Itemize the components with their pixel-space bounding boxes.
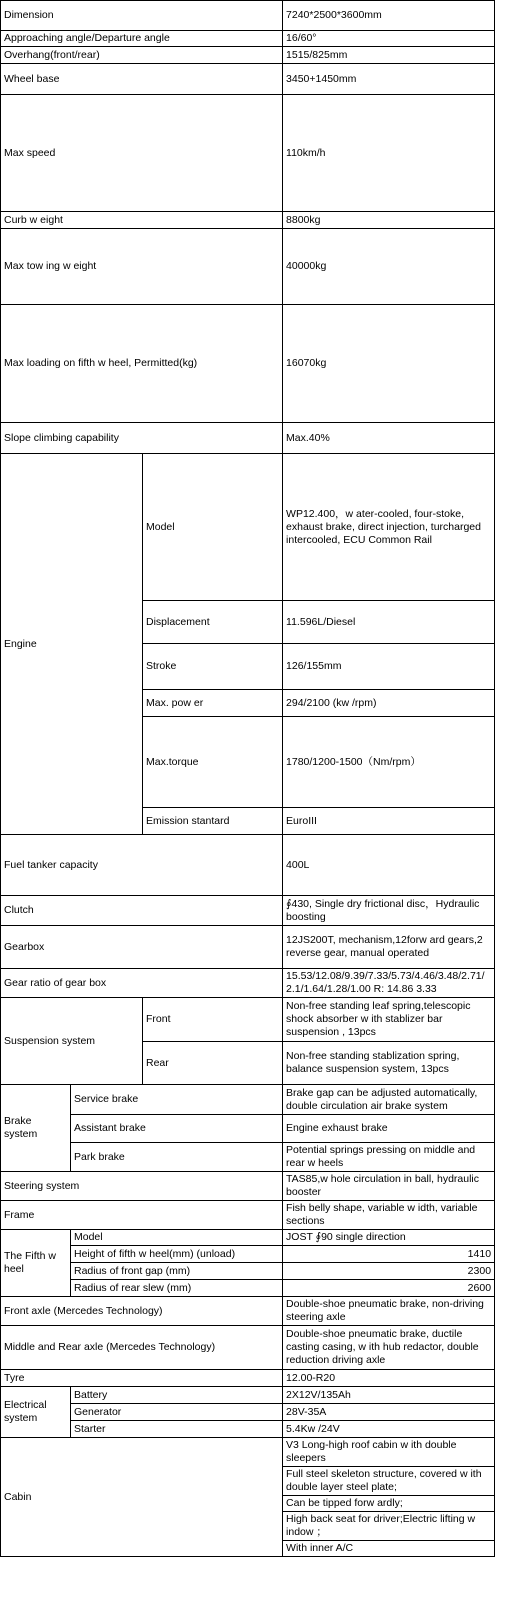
sub-value: 1410 [283, 1246, 495, 1263]
row-value: 110km/h [283, 95, 495, 212]
table-row [1, 1201, 495, 1230]
sub-label: Battery [71, 1387, 283, 1404]
sub-label: Max.torque [143, 717, 283, 808]
table-row [1, 1326, 495, 1370]
sub-label: Front [143, 998, 283, 1042]
table-row [1, 1297, 495, 1326]
sub-value: JOST ∮90 single direction [283, 1230, 495, 1246]
table-row [1, 95, 495, 212]
sub-label: Rear [143, 1042, 283, 1085]
sub-value: Non-free standing stablization spring, balance suspension system, 13pcs [283, 1042, 495, 1085]
sub-label: Generator [71, 1404, 283, 1421]
sub-value: Non-free standing leaf spring,telescopic shock absorber w ith stablizer bar suspension , 13pcs [283, 998, 495, 1042]
row-label: Gear ratio of gear box [1, 969, 283, 998]
cabin-item: High back seat for driver;Electric lifting w indow ； [283, 1512, 495, 1541]
sub-value: 28V-35A [283, 1404, 495, 1421]
row-label: Middle and Rear axle (Mercedes Technology) [1, 1326, 283, 1370]
suspension-label: Suspension system [1, 998, 143, 1085]
sub-label: Radius of front gap (mm) [71, 1263, 283, 1280]
table-row [1, 229, 495, 305]
row-value: 16070kg [283, 305, 495, 423]
sub-value: EuroIII [283, 808, 495, 835]
table-row [1, 1438, 495, 1467]
sub-label: Max. pow er [143, 690, 283, 717]
table-row [1, 998, 495, 1042]
sub-label: Displacement [143, 601, 283, 644]
row-value: 400L [283, 835, 495, 896]
row-value: 16/60° [283, 31, 495, 47]
sub-value: 2300 [283, 1263, 495, 1280]
sub-value: Potential springs pressing on middle and rear w heels [283, 1143, 495, 1172]
row-value: 12JS200T, mechanism,12forw ard gears,2 reverse gear, manual operated [283, 926, 495, 969]
sub-value: 294/2100 (kw /rpm) [283, 690, 495, 717]
sub-value: 11.596L/Diesel [283, 601, 495, 644]
sub-value: 126/155mm [283, 644, 495, 690]
row-label: Fuel tanker capacity [1, 835, 283, 896]
sub-label: Service brake [71, 1085, 283, 1115]
row-label: Front axle (Mercedes Technology) [1, 1297, 283, 1326]
row-value: Max.40% [283, 423, 495, 454]
sub-label: Radius of rear slew (mm) [71, 1280, 283, 1297]
sub-label: Starter [71, 1421, 283, 1438]
table-row [1, 1, 495, 31]
cabin-item: Full steel skeleton structure, covered w ith double layer steel plate; [283, 1467, 495, 1496]
sub-label: Height of fifth w heel(mm) (unload) [71, 1246, 283, 1263]
sub-value: Brake gap can be adjusted automatically, double circulation air brake system [283, 1085, 495, 1115]
sub-label: Stroke [143, 644, 283, 690]
table-row [1, 1143, 495, 1172]
table-row [1, 1387, 495, 1404]
row-label: Slope climbing capability [1, 423, 283, 454]
table-row [1, 1172, 495, 1201]
table-row [1, 212, 495, 229]
table-row [1, 31, 495, 47]
row-label: Tyre [1, 1370, 283, 1387]
brake-label: Brake system [1, 1085, 71, 1172]
row-value: 15.53/12.08/9.39/7.33/5.73/4.46/3.48/2.71/2.1/1.64/1.28/1.00 R: 14.86 3.33 [283, 969, 495, 998]
row-label: Curb w eight [1, 212, 283, 229]
cabin-item: With inner A/C [283, 1541, 495, 1557]
row-label: Frame [1, 1201, 283, 1230]
table-row [1, 1230, 495, 1246]
row-label: Max tow ing w eight [1, 229, 283, 305]
sub-value: WP12.400，w ater-cooled, four-stoke, exhaust brake, direct injection, turcharged intercooled, ECU Common Rail [283, 454, 495, 601]
table-row [1, 1263, 495, 1280]
table-row [1, 969, 495, 998]
row-label: Max loading on fifth w heel, Permitted(kg) [1, 305, 283, 423]
row-value: 40000kg [283, 229, 495, 305]
row-label: Max speed [1, 95, 283, 212]
sub-label: Model [143, 454, 283, 601]
sub-value: Engine exhaust brake [283, 1115, 495, 1143]
table-row [1, 454, 495, 601]
table-row [1, 926, 495, 969]
sub-value: 1780/1200-1500（Nm/rpm） [283, 717, 495, 808]
table-row [1, 1421, 495, 1438]
table-row [1, 1115, 495, 1143]
table-row [1, 1370, 495, 1387]
row-label: Steering system [1, 1172, 283, 1201]
table-row [1, 896, 495, 926]
table-row [1, 1404, 495, 1421]
sub-value: 2600 [283, 1280, 495, 1297]
row-value: 1515/825mm [283, 47, 495, 64]
row-label: Dimension [1, 1, 283, 31]
row-label: Wheel base [1, 64, 283, 95]
row-label: Clutch [1, 896, 283, 926]
fifth-wheel-label: The Fifth w heel [1, 1230, 71, 1297]
electrical-label: Electrical system [1, 1387, 71, 1438]
table-row [1, 835, 495, 896]
sub-label: Park brake [71, 1143, 283, 1172]
row-value: 3450+1450mm [283, 64, 495, 95]
cabin-item: Can be tipped forw ardly; [283, 1496, 495, 1512]
sub-label: Emission stantard [143, 808, 283, 835]
row-value: 7240*2500*3600mm [283, 1, 495, 31]
row-label: Overhang(front/rear) [1, 47, 283, 64]
row-value: 12.00-R20 [283, 1370, 495, 1387]
row-value: 8800kg [283, 212, 495, 229]
sub-value: 5.4Kw /24V [283, 1421, 495, 1438]
row-value: Fish belly shape, variable w idth, variable sections [283, 1201, 495, 1230]
row-value: Double-shoe pneumatic brake, non-driving steering axle [283, 1297, 495, 1326]
sub-label: Model [71, 1230, 283, 1246]
sub-value: 2X12V/135Ah [283, 1387, 495, 1404]
row-value: Double-shoe pneumatic brake, ductile casting casing, w ith hub redactor, double reduction driving axle [283, 1326, 495, 1370]
table-row [1, 47, 495, 64]
row-label: Gearbox [1, 926, 283, 969]
cabin-label: Cabin [1, 1438, 283, 1557]
row-label: Approaching angle/Departure angle [1, 31, 283, 47]
sub-label: Assistant brake [71, 1115, 283, 1143]
table-row [1, 1280, 495, 1297]
table-row [1, 1246, 495, 1263]
engine-label: Engine [1, 454, 143, 835]
cabin-item: V3 Long-high roof cabin w ith double sleepers [283, 1438, 495, 1467]
table-row [1, 423, 495, 454]
table-row [1, 1085, 495, 1115]
table-row [1, 64, 495, 95]
row-value: ∮430, Single dry frictional disc，Hydraulic boosting [283, 896, 495, 926]
table-row [1, 305, 495, 423]
row-value: TAS85,w hole circulation in ball, hydraulic booster [283, 1172, 495, 1201]
